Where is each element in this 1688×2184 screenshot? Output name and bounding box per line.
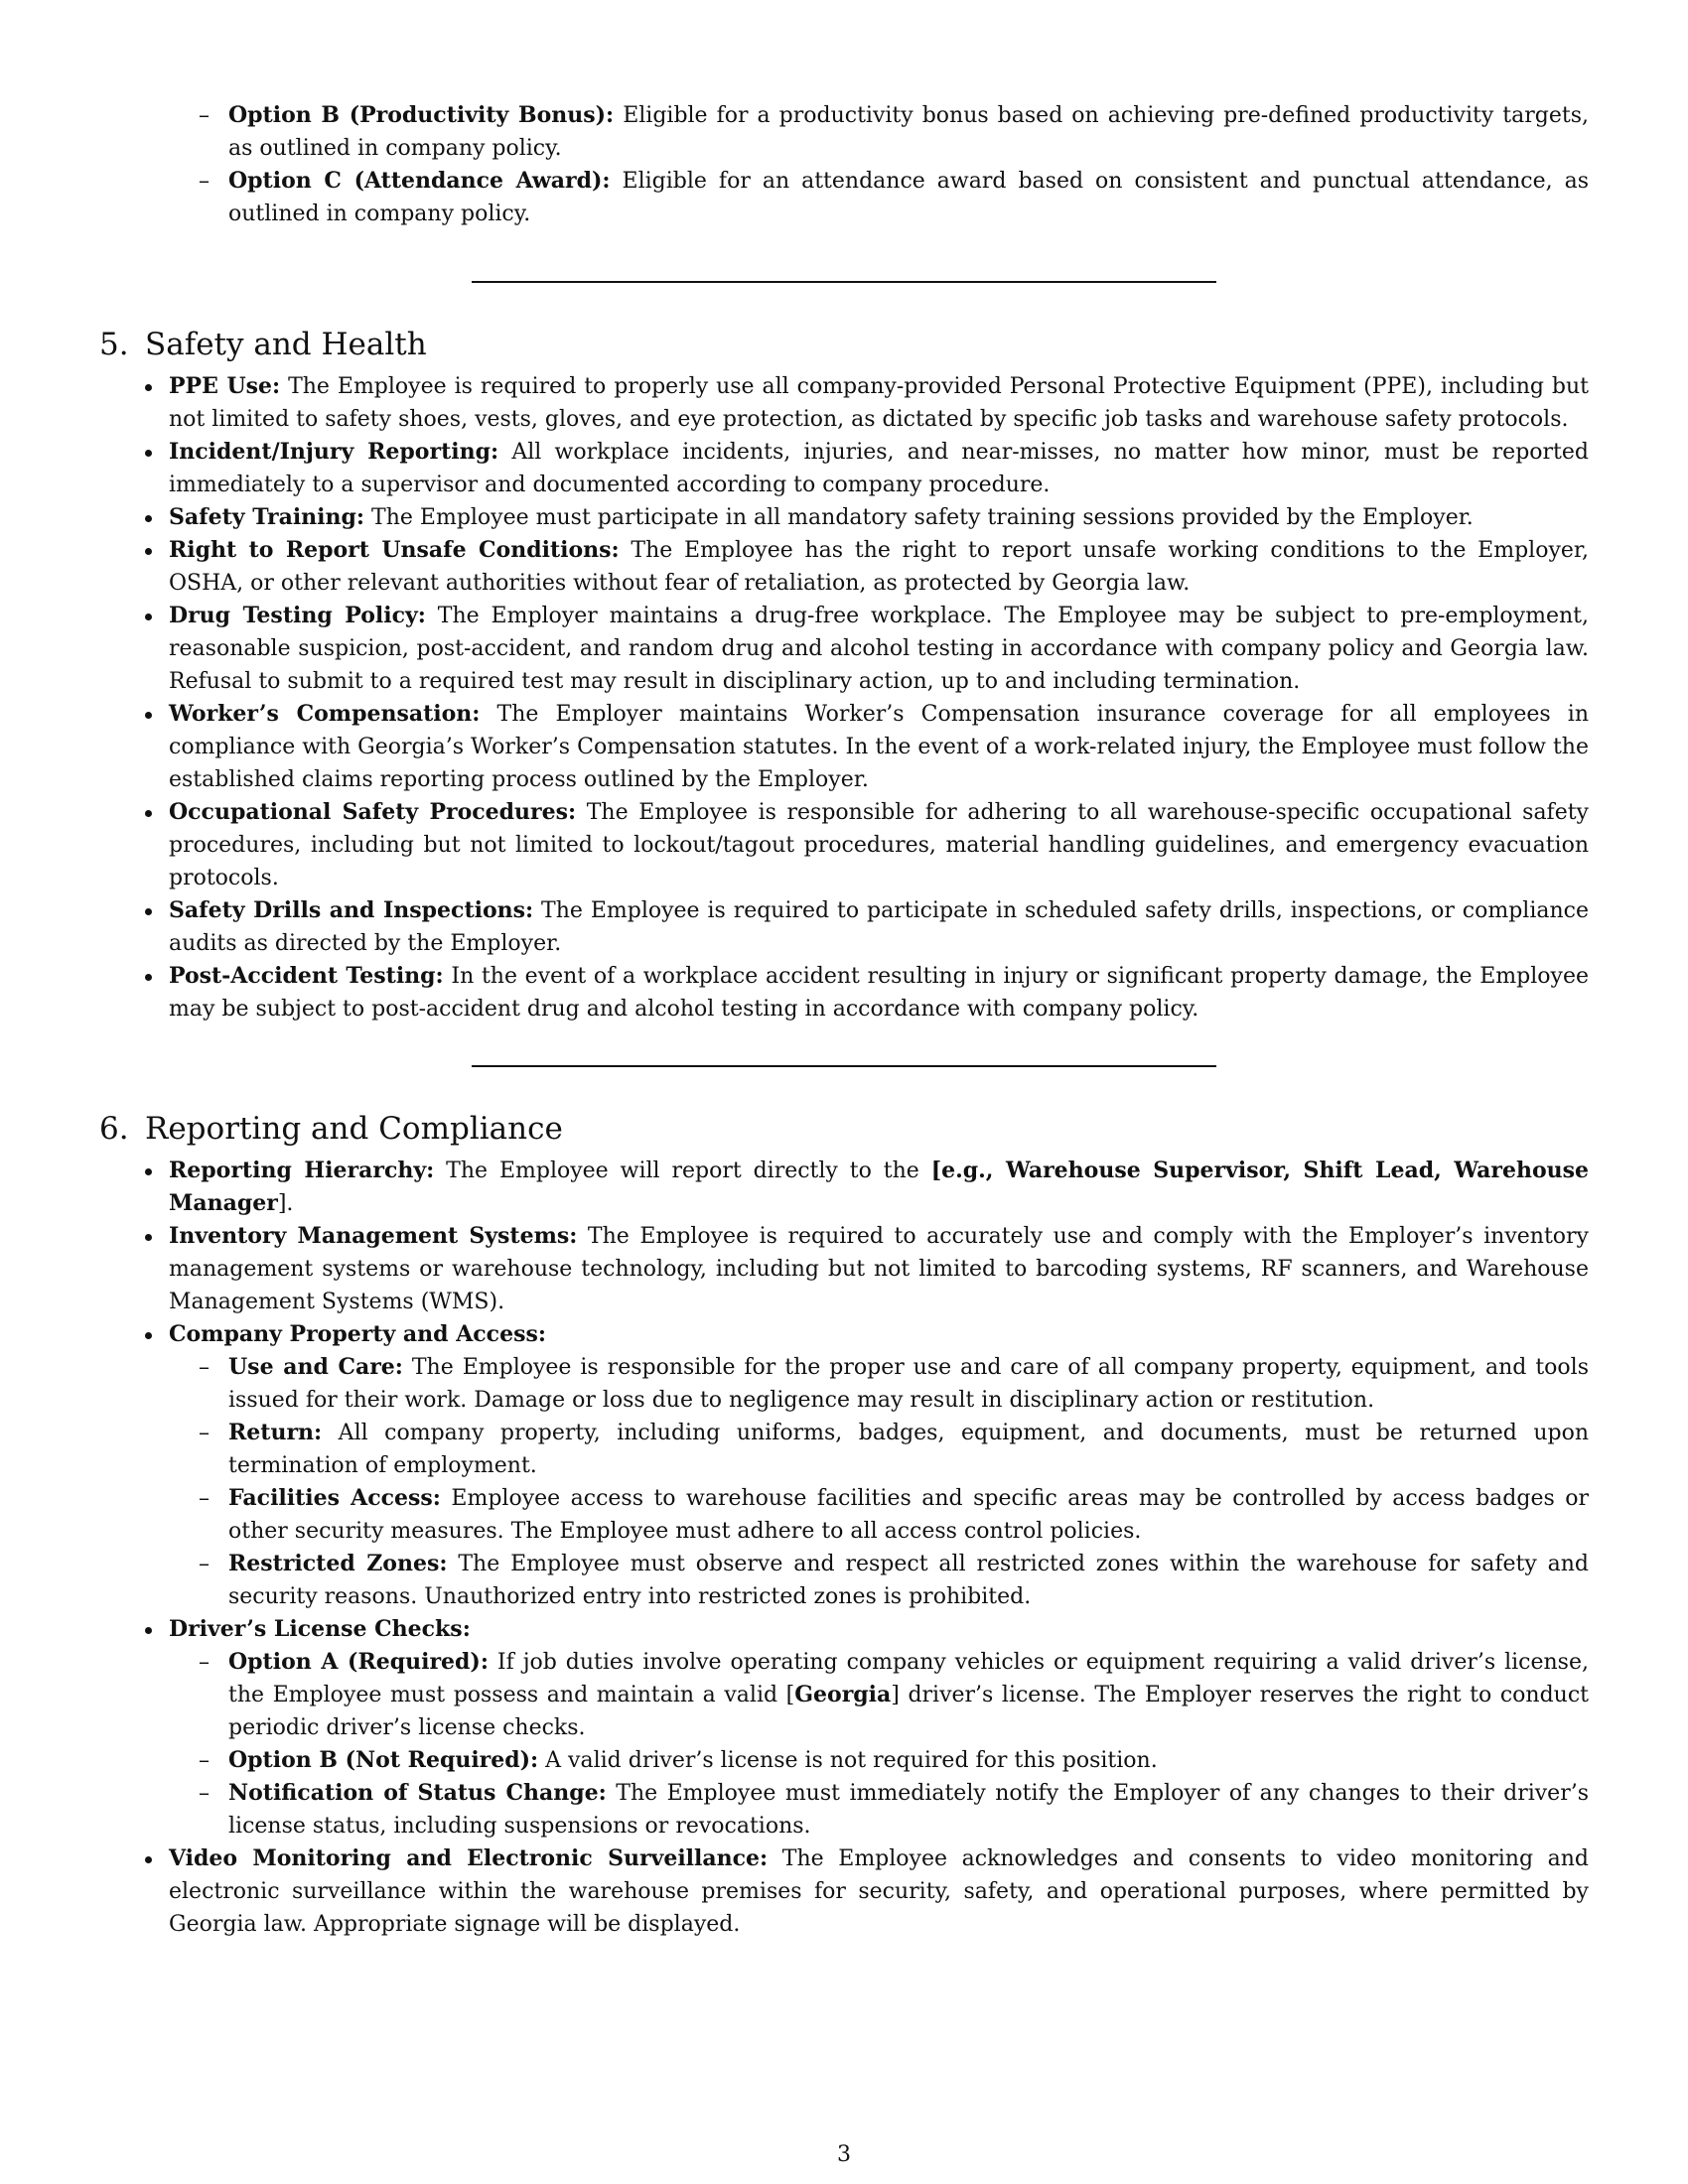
- item-text: The Employee will report directly to the: [434, 1159, 931, 1183]
- item-label: Right to Report Unsafe Conditions:: [169, 537, 620, 563]
- item-text: The Employer maintains Worker’s Compensation insurance coverage for all employees in compliance with Georgia’s Worker’s Compensation statutes. In the event of a work-related injury, the Employee must follow the established claims reporting process outlined by the Employer.: [169, 702, 1590, 792]
- license-sub-list: [169, 1646, 1589, 1843]
- item-text: The Employer maintains a drug-free workplace. The Employee may be subject to pre-employment, reasonable suspicion, post-accident, and random drug and alcohol testing in accordance with company policy and Georgia law. Refusal to submit to a required test may result in disciplinary action, up to and including termination.: [169, 604, 1589, 694]
- item-text-tail: ] driver’s license. The Employer reserves the right to conduct periodic driver’s license checks.: [228, 1683, 1589, 1740]
- item-label: Video Monitoring and Electronic Surveillance:: [169, 1845, 769, 1871]
- item-label: Safety Training:: [169, 504, 365, 530]
- item-text: The Employee is required to accurately use and comply with the Employer’s inventory management systems or warehouse technology, including but not limited to barcoding systems, RF scanners, and Warehouse Management Systems (WMS).: [169, 1224, 1589, 1314]
- list-item: [228, 99, 1589, 165]
- section-heading: [99, 1109, 1589, 1149]
- placeholder-text: Georgia: [794, 1682, 892, 1707]
- list-item: [169, 1155, 1589, 1220]
- sub-list-item: [228, 1351, 1589, 1417]
- safety-health-list: [99, 370, 1589, 1025]
- item-label: Restricted Zones:: [228, 1551, 448, 1576]
- item-label: Driver’s License Checks:: [169, 1616, 471, 1642]
- section-number: 5.: [99, 327, 129, 362]
- item-label: Option A (Required):: [228, 1649, 489, 1675]
- item-text: The Employee has the right to report unsafe working conditions to the Employer, OSHA, or other relevant authorities without fear of retaliation, as protected by Georgia law.: [169, 538, 1589, 596]
- item-label: Post-Accident Testing:: [169, 963, 444, 989]
- item-text: The Employee is responsible for the proper use and care of all company property, equipment, and tools issued for their work. Damage or loss due to negligence may result in disciplinary action or restitution.: [228, 1355, 1589, 1413]
- placeholder-text: [e.g., Warehouse Supervisor, Shift Lead, Warehouse Manager: [169, 1158, 1590, 1216]
- item-label: Facilities Access:: [228, 1485, 441, 1511]
- item-label: Inventory Management Systems:: [169, 1223, 578, 1249]
- item-text: The Employee must immediately notify the Employer of any changes to their driver’s license status, including suspensions or revocations.: [228, 1781, 1589, 1839]
- item-text: The Employee is responsible for adhering to all warehouse-specific occupational safety procedures, including but not limited to lockout/tagout procedures, material handling guidelines, and emergency evacuation protocols.: [169, 800, 1589, 890]
- list-item: [169, 796, 1589, 894]
- page-number: 3: [837, 2142, 851, 2167]
- item-text: A valid driver’s license is not required for this position.: [538, 1748, 1158, 1773]
- list-item: [228, 165, 1589, 230]
- item-text: Employee access to warehouse facilities and specific areas may be controlled by access badges or other security measures. The Employee must adhere to all access control policies.: [228, 1486, 1589, 1544]
- section-divider: [472, 1065, 1216, 1067]
- item-label: Use and Care:: [228, 1354, 403, 1380]
- page-content: [99, 99, 1589, 1941]
- item-text: The Employee is required to properly use all company-provided Personal Protective Equipment (PPE), including but not limited to safety shoes, vests, gloves, and eye protection, as dictated by specific job tasks and warehouse safety protocols.: [169, 374, 1589, 432]
- list-item: [169, 370, 1589, 436]
- item-label: Safety Drills and Inspections:: [169, 897, 534, 923]
- sub-list-item: [228, 1482, 1589, 1548]
- item-text: If job duties involve operating company vehicles or equipment requiring a valid driver’s license, the Employee must possess and maintain a valid [: [228, 1650, 1589, 1707]
- sub-list-item: [228, 1646, 1589, 1744]
- item-text-tail: ].: [277, 1191, 294, 1216]
- list-item: [169, 1613, 1589, 1843]
- list-item: [169, 1220, 1589, 1318]
- list-item: [169, 894, 1589, 960]
- item-text: The Employee is required to participate in scheduled safety drills, inspections, or compliance audits as directed by the Employer.: [169, 898, 1589, 956]
- item-label: Occupational Safety Procedures:: [169, 799, 577, 825]
- sub-list-item: [228, 1417, 1589, 1482]
- item-text: In the event of a workplace accident resulting in injury or significant property damage, the Employee may be subject to post-accident drug and alcohol testing in accordance with company policy.: [169, 964, 1589, 1022]
- item-text: The Employee acknowledges and consents to video monitoring and electronic surveillance within the warehouse premises for security, safety, and operational purposes, where permitted by Georgia law. Appropriate signage will be displayed.: [169, 1846, 1590, 1937]
- item-label: Drug Testing Policy:: [169, 603, 426, 628]
- item-label: Company Property and Access:: [169, 1321, 546, 1347]
- item-text: Eligible for a productivity bonus based on achieving pre-defined productivity targets, as outlined in company policy.: [228, 103, 1590, 161]
- item-text: The Employee must participate in all mandatory safety training sessions provided by the Employer.: [364, 505, 1474, 530]
- list-item: [169, 1318, 1589, 1613]
- item-label: Worker’s Compensation:: [169, 701, 481, 727]
- sub-list-item: [228, 1744, 1589, 1777]
- list-item: [169, 501, 1589, 534]
- compensation-options-list: [99, 99, 1589, 230]
- section-divider: [472, 281, 1216, 283]
- item-label: Reporting Hierarchy:: [169, 1158, 435, 1183]
- section-number: 6.: [99, 1111, 129, 1147]
- item-label: Option C (Attendance Award):: [228, 168, 611, 194]
- sub-list-item: [228, 1777, 1589, 1843]
- item-label: Incident/Injury Reporting:: [169, 439, 499, 465]
- list-item: [169, 1843, 1589, 1941]
- section-title: Safety and Health: [145, 327, 427, 362]
- item-text: All company property, including uniforms, badges, equipment, and documents, must be returned upon termination of employment.: [228, 1421, 1589, 1478]
- list-item: [169, 698, 1589, 796]
- reporting-compliance-list: [99, 1155, 1589, 1941]
- item-label: Notification of Status Change:: [228, 1780, 607, 1806]
- list-item: [169, 960, 1589, 1025]
- item-label: Return:: [228, 1420, 323, 1445]
- item-label: Option B (Productivity Bonus):: [228, 102, 615, 128]
- list-item: [169, 600, 1589, 698]
- sub-list-item: [228, 1548, 1589, 1613]
- item-label: Option B (Not Required):: [228, 1747, 539, 1773]
- list-item: [169, 534, 1589, 600]
- list-item: [169, 436, 1589, 501]
- item-text: Eligible for an attendance award based on consistent and punctual attendance, as outlined in company policy.: [228, 169, 1590, 226]
- item-text: All workplace incidents, injuries, and near-misses, no matter how minor, must be reported immediately to a supervisor and documented according to company procedure.: [169, 440, 1589, 497]
- section-title: Reporting and Compliance: [145, 1111, 563, 1147]
- item-text: The Employee must observe and respect all restricted zones within the warehouse for safety and security reasons. Unauthorized entry into restricted zones is prohibited.: [228, 1552, 1589, 1609]
- item-label: PPE Use:: [169, 373, 281, 399]
- section-heading: [99, 325, 1589, 364]
- property-sub-list: [169, 1351, 1589, 1613]
